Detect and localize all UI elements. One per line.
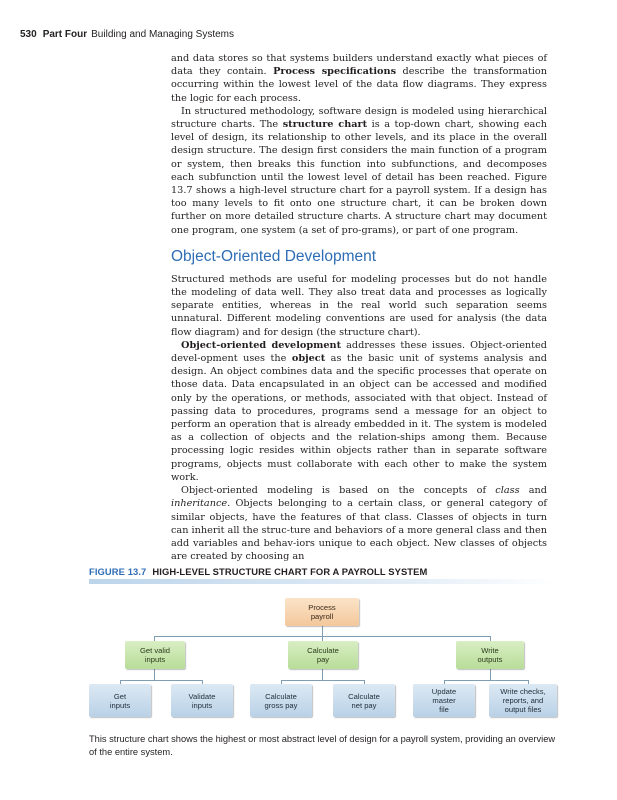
running-header [20, 29, 234, 40]
chart-node-root [285, 598, 359, 626]
node-label: Write outputs [477, 646, 503, 664]
figure-title [89, 566, 427, 577]
node-label: Process payroll [308, 603, 336, 621]
chart-node-level1 [456, 641, 524, 669]
node-label: Calculate net pay [348, 691, 380, 710]
body-text [171, 52, 547, 563]
node-label: Write checks, reports, and output files [500, 687, 546, 714]
part-label: Part Four [42, 29, 88, 40]
node-label: Update master file [431, 687, 457, 714]
section-title: Building and Managing Systems [91, 29, 235, 40]
chart-node-level2 [413, 684, 475, 717]
page-number: 530 [20, 29, 37, 40]
paragraph: Structured methods are useful for modeling processes but do not handle the modeling of data well. They also treat data and processes as logically separate entities, whereas in the real world such separation seems unnatural. Different modeling conventions are used for analysis (the data flow diagram) and for design (the structure chart). [171, 273, 547, 338]
node-label: Calculate pay [307, 646, 339, 664]
figure-number: FIGURE 13.7 [89, 566, 147, 577]
connector [120, 680, 203, 681]
chart-node-level1 [288, 641, 358, 669]
figure-heading: HIGH-LEVEL STRUCTURE CHART FOR A PAYROLL SYSTEM [152, 566, 428, 577]
connector [281, 680, 365, 681]
chart-node-level2 [171, 684, 233, 717]
node-label: Get valid inputs [140, 646, 170, 664]
paragraph: Object-oriented modeling is based on the concepts of class and inheritance. Objects belonging to a certain class, or general category of similar objects, have the features of that class. Classes of objects in turn can inherit all the struc-ture and behaviors of a more general class and then add variables and behav-iors unique to each object. New classes of objects are created by choosing an [171, 485, 547, 563]
paragraph: In structured methodology, software design is modeled using hierarchical structure charts. The structure chart is a top-down chart, showing each level of design, its relationship to other levels, and its place in the overall design structure. The design first considers the main function of a program or system, then breaks this function into subfunctions, and decomposes each subfunction until the lowest level of detail has been reached. Figure 13.7 shows a high-level structure chart for a payroll system. If a design has too many levels to fit onto one structure chart, it can be broken down further on more detailed structure charts. A structure chart may document one program, one system (a set of pro-grams), or part of one program. [171, 105, 547, 236]
paragraph: Object-oriented development addresses these issues. Object-oriented devel-opment uses the object as the basic unit of systems analysis and design. An object combines data and the specific processes that operate on those data. Data encapsulated in an object can be accessed and modified only by the operations, or methods, associated with that object. Instead of passing data to procedures, programs send a message for an object to perform an operation that is already embedded in it. The system is modeled as a collection of objects and the relation-ships among them. Because processing logic resides within objects rather than in separate software programs, objects must collaborate with each other to make the system work. [171, 339, 547, 483]
figure-caption: This structure chart shows the highest or most abstract level of design for a payroll system, providing an overview of the entire system. [89, 734, 556, 757]
chart-node-level2 [333, 684, 395, 717]
chart-node-level2 [89, 684, 151, 717]
connector [444, 680, 529, 681]
figure-rule [89, 579, 557, 584]
node-label: Validate inputs [188, 691, 216, 710]
chart-node-level2 [250, 684, 312, 717]
node-label: Calculate gross pay [264, 691, 298, 710]
structure-chart [89, 592, 557, 720]
section-heading: Object-Oriented Development [171, 247, 377, 265]
paragraph: and data stores so that systems builders understand exactly what pieces of data they contain. Process specifications describe the transformation occurring within the lowest level of the data flow diagrams. They express the logic for each process. [171, 53, 547, 104]
chart-node-level1 [125, 641, 185, 669]
chart-node-level2 [489, 684, 557, 717]
node-label: Get inputs [109, 691, 131, 710]
